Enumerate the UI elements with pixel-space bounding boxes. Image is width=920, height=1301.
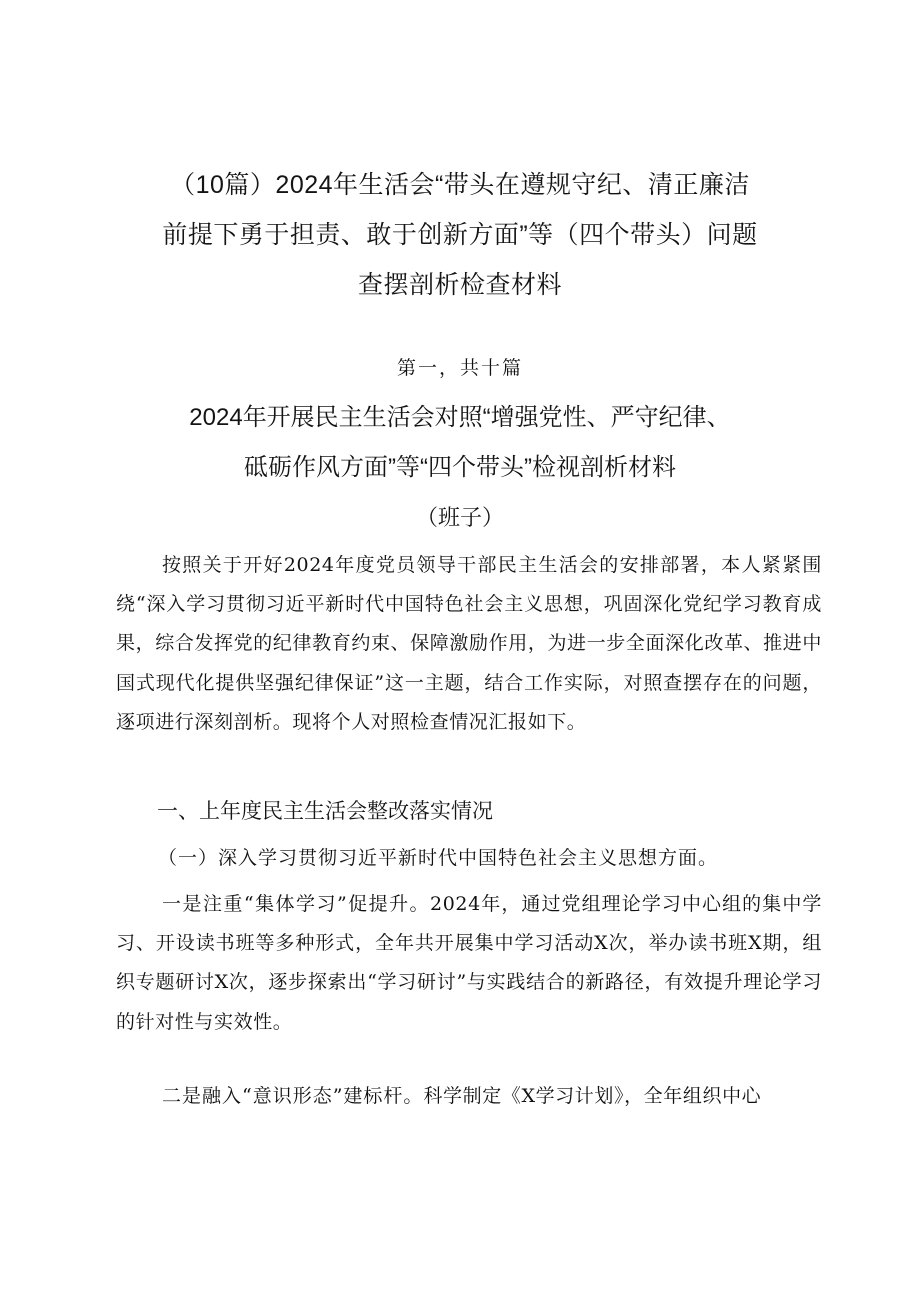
- subtitle-line-1: 2024年开展民主生活会对照“增强党性、严守纪律、: [189, 404, 731, 431]
- paragraph-1: [116, 885, 822, 1042]
- paragraph-2-lead: 二是融入“意识形态”建标杆。: [162, 1085, 424, 1107]
- main-title-line-2: 前提下勇于担责、敢于创新方面”等（四个带头）问题: [162, 221, 758, 249]
- intro-paragraph: 按照关于开好2024年度党员领导干部民主生活会的安排部署，本人紧紧围绕“深入学习贯彻习近平新时代中国特色社会主义思想，巩固深化党纪学习教育成果，综合发挥党的纪律教育约束、保障激励作用，为进一步全面深化改革、推进中国式现代化提供坚强纪律保证”这一主题，结合工作实际，对照查摆存在的问题，逐项进行深刻剖析。现将个人对照检查情况汇报如下。: [116, 554, 822, 733]
- subsection-heading: （一）深入学习贯彻习近平新时代中国特色社会主义思想方面。: [158, 847, 719, 869]
- paragraph-1-body: 2024年，通过党组理论学习中心组的集中学习、开设读书班等多种形式，全年共开展集中学习活动X次，举办读书班X期，组织专题研讨X次，逐步探索出“学习研讨”与实践结合的新路径，有效提升理论学习的针对性与实效性。: [116, 893, 822, 1033]
- main-title-line-3: 查摆剖析检查材料: [357, 271, 562, 299]
- paragraph-1-lead: 一是注重“集体学习”促提升。: [162, 893, 431, 915]
- paragraph-2-body: 科学制定《X学习计划》，全年组织中心: [423, 1085, 762, 1107]
- section-heading: 一、上年度民主生活会整改落实情况: [157, 800, 493, 823]
- subtitle-line-2: 砥砺作风方面”等“四个带头”检视剖析材料: [244, 454, 676, 481]
- subtitle-line-3: （班子）: [415, 505, 504, 530]
- paragraph-2: [116, 1077, 822, 1116]
- main-title-line-1: （10篇）2024年生活会“带头在遵规守纪、清正廉洁: [170, 171, 750, 199]
- part-label: 第一，共十篇: [396, 357, 523, 379]
